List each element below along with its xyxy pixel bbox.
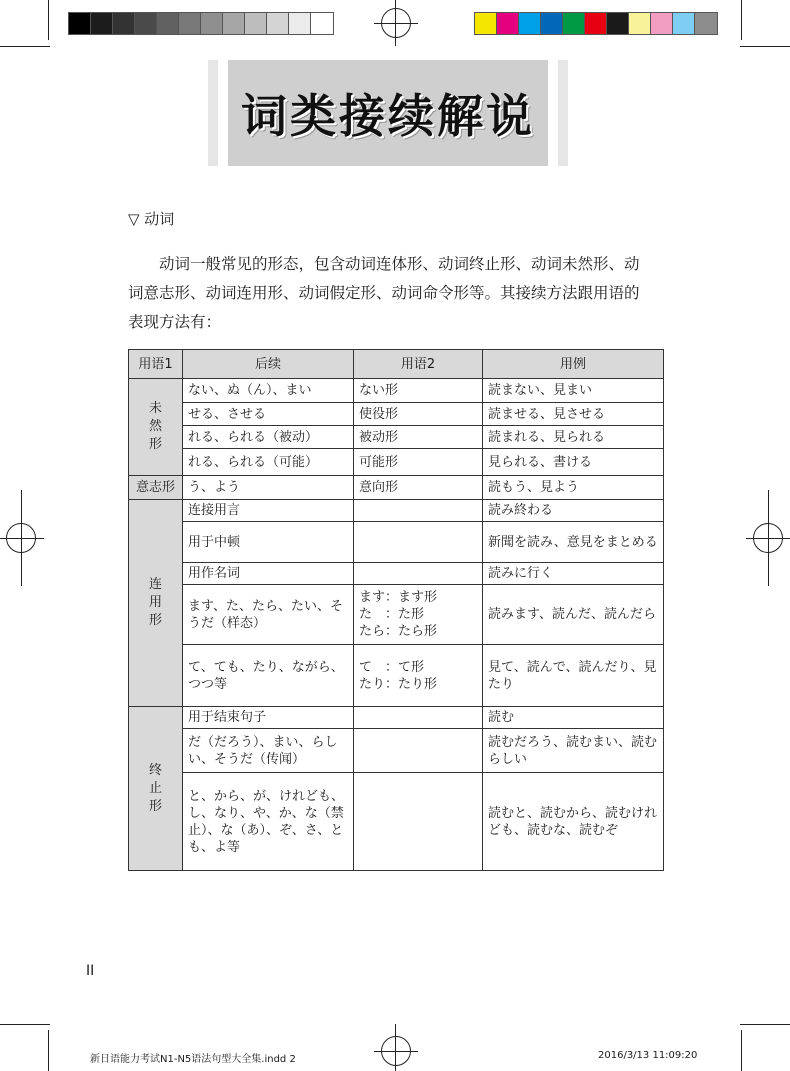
crop-mark <box>48 1030 49 1071</box>
gray-swatch <box>223 13 245 34</box>
example-cell: 読ませる、見させる <box>483 403 664 426</box>
header-example: 用例 <box>483 350 664 379</box>
crop-mark <box>0 1024 50 1025</box>
term2-cell: 被动形 <box>354 426 483 449</box>
category-cell <box>129 500 183 707</box>
follow-cell: 用于结束句子 <box>183 707 354 729</box>
crop-mark <box>48 0 49 40</box>
follow-cell: う、よう <box>183 476 354 500</box>
gray-swatch <box>179 13 201 34</box>
table-header-row <box>129 350 664 379</box>
intro-line: 表现方法有： <box>128 313 222 331</box>
follow-cell: 用作名词 <box>183 563 354 585</box>
follow-cell: 连接用言 <box>183 500 354 522</box>
gray-calibration-bar <box>68 12 334 35</box>
color-swatch <box>695 13 717 34</box>
example-cell: 見られる、書ける <box>483 449 664 476</box>
example-cell: 読もう、見よう <box>483 476 664 500</box>
crop-mark <box>740 46 790 47</box>
follow-cell: だ（だろう）、まい、らしい、そうだ（传闻） <box>183 729 354 773</box>
table-row <box>129 707 664 729</box>
term2-cell <box>354 585 483 645</box>
table-row <box>129 563 664 585</box>
term2-line: たり：たり形 <box>359 676 438 692</box>
term2-line: て ：て形 <box>359 659 425 675</box>
gray-swatch <box>69 13 91 34</box>
example-cell: 見て、読んで、読んだり、見たり <box>483 645 664 707</box>
color-calibration-bar <box>474 12 718 35</box>
example-cell: 読み終わる <box>483 500 664 522</box>
table-row <box>129 500 664 522</box>
example-cell: 新聞を読み、意見をまとめる <box>483 522 664 563</box>
example-cell: 読まない、見まい <box>483 379 664 403</box>
table-row <box>129 645 664 707</box>
term2-cell: 可能形 <box>354 449 483 476</box>
conjugation-table <box>128 349 664 871</box>
footer-filename: 新日语能力考试N1-N5语法句型大全集.indd 2 <box>90 1054 296 1065</box>
crop-mark <box>374 23 418 24</box>
crop-mark <box>768 490 769 586</box>
table-row <box>129 773 664 871</box>
term2-cell <box>354 522 483 563</box>
header-term2: 用语2 <box>354 350 483 379</box>
table-row <box>129 476 664 500</box>
follow-cell: と、から、が、けれども、し、なり、や、か、な（禁止）、な（あ）、ぞ、さ、とも、よ等 <box>183 773 354 871</box>
gray-swatch <box>157 13 179 34</box>
color-swatch <box>519 13 541 34</box>
intro-paragraph <box>128 250 668 337</box>
crop-mark <box>0 538 44 539</box>
example-cell: 読みに行く <box>483 563 664 585</box>
intro-line: 词意志形、动词连用形、动词假定形、动词命令形等。其接续方法跟用语的 <box>128 284 640 302</box>
term2-cell <box>354 500 483 522</box>
example-cell: 読まれる、見られる <box>483 426 664 449</box>
term2-cell: 使役形 <box>354 403 483 426</box>
gray-swatch <box>245 13 267 34</box>
follow-cell: て、ても、たり、ながら、つつ等 <box>183 645 354 707</box>
follow-cell: ない、ぬ（ん）、まい <box>183 379 354 403</box>
color-swatch <box>651 13 673 34</box>
gray-swatch <box>201 13 223 34</box>
color-swatch <box>629 13 651 34</box>
color-swatch <box>585 13 607 34</box>
crop-mark <box>740 1024 790 1025</box>
table-row <box>129 379 664 403</box>
example-cell: 読む <box>483 707 664 729</box>
category-label: 终止形 <box>148 762 162 814</box>
term2-cell: ない形 <box>354 379 483 403</box>
header-term1: 用语1 <box>129 350 183 379</box>
follow-cell: せる、させる <box>183 403 354 426</box>
crop-mark <box>741 0 742 40</box>
color-swatch <box>497 13 519 34</box>
crop-mark <box>741 1030 742 1071</box>
title-decoration <box>208 60 218 166</box>
section-heading: ▽ 动词 <box>128 210 175 228</box>
term2-cell: 意向形 <box>354 476 483 500</box>
term2-cell <box>354 563 483 585</box>
follow-cell: れる、られる（可能） <box>183 449 354 476</box>
title-decoration <box>558 60 568 166</box>
term2-cell <box>354 707 483 729</box>
category-label: 连用形 <box>148 577 162 628</box>
color-swatch <box>541 13 563 34</box>
footer-timestamp: 2016/3/13 11:09:20 <box>598 1050 698 1061</box>
category-cell: 意志形 <box>129 476 183 500</box>
example-cell: 読むと、読むから、読むけれども、読むな、読むぞ <box>483 773 664 871</box>
crop-mark <box>374 1051 418 1052</box>
table-row <box>129 729 664 773</box>
gray-swatch <box>311 13 333 34</box>
term2-cell <box>354 729 483 773</box>
gray-swatch <box>91 13 113 34</box>
table-row <box>129 585 664 645</box>
header-follow: 后续 <box>183 350 354 379</box>
follow-cell: 用于中顿 <box>183 522 354 563</box>
color-swatch <box>673 13 695 34</box>
gray-swatch <box>113 13 135 34</box>
term2-cell <box>354 773 483 871</box>
table-row <box>129 426 664 449</box>
page-title: 词类接续解说 <box>241 89 535 143</box>
follow-cell: ます、た、たら、たい、そうだ（样态） <box>183 585 354 645</box>
color-swatch <box>475 13 497 34</box>
color-swatch <box>563 13 585 34</box>
table-row <box>129 403 664 426</box>
example-cell: 読むだろう、読むまい、読むらしい <box>483 729 664 773</box>
color-swatch <box>607 13 629 34</box>
term2-line: た ：た形 <box>359 607 425 622</box>
intro-line: 动词一般常见的形态，包含动词连体形、动词终止形、动词未然形、动 <box>159 255 640 273</box>
term2-cell <box>354 645 483 707</box>
term2-line: ます：ます形 <box>359 590 438 605</box>
term2-line: たら：たら形 <box>359 624 438 639</box>
crop-mark <box>21 490 22 586</box>
category-label: 未然形 <box>148 401 162 452</box>
example-cell: 読みます、読んだ、読んだら <box>483 585 664 645</box>
category-cell <box>129 379 183 476</box>
page-number: II <box>86 963 95 979</box>
table-row <box>129 449 664 476</box>
table-row <box>129 522 664 563</box>
crop-mark <box>0 46 50 47</box>
gray-swatch <box>135 13 157 34</box>
category-cell <box>129 707 183 871</box>
gray-swatch <box>289 13 311 34</box>
crop-mark <box>395 1024 396 1071</box>
follow-cell: れる、られる（被动） <box>183 426 354 449</box>
gray-swatch <box>267 13 289 34</box>
